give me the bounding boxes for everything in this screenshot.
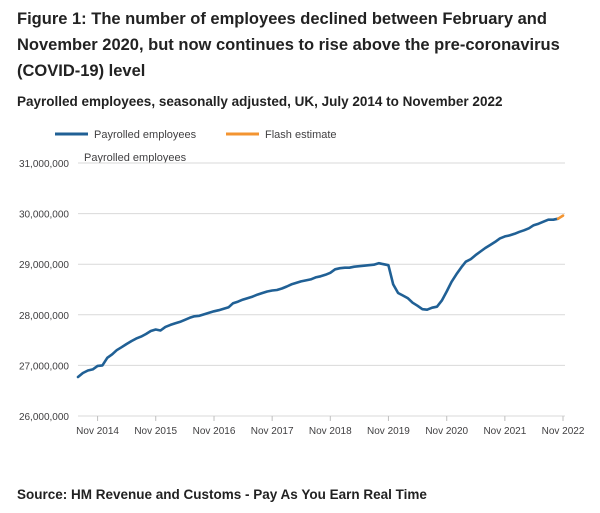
y-axis-ticks [19, 159, 69, 423]
y-tick-label: 27,000,000 [18, 361, 69, 373]
y-axis-title: Payrolled employees [84, 152, 187, 164]
x-tick-label: Nov 2014 [76, 426, 119, 437]
legend [55, 129, 337, 141]
x-tick-label: Nov 2017 [250, 426, 294, 437]
x-tick-label: Nov 2021 [483, 426, 527, 437]
legend-label-flash: Flash estimate [265, 129, 337, 141]
source-note: Source: HM Revenue and Customs - Pay As You Earn Real Time [17, 487, 427, 502]
y-tick-label: 31,000,000 [18, 159, 69, 170]
x-tick-label: Nov 2015 [134, 426, 178, 437]
x-tick-label: Nov 2022 [541, 426, 585, 437]
chart-title: Figure 1: The number of employees declined between February and November 2020, but now continues to rise above the pre-coronavirus (COVID-19) level [17, 10, 560, 80]
y-tick-label: 26,000,000 [18, 412, 69, 423]
x-tick-label: Nov 2018 [308, 426, 352, 437]
series-lines [78, 216, 563, 377]
x-tick-label: Nov 2016 [192, 426, 236, 437]
series-line-payrolled [78, 219, 558, 377]
x-tick-label: Nov 2019 [367, 426, 410, 437]
chart-subtitle: Payrolled employees, seasonally adjusted, UK, July 2014 to November 2022 [17, 94, 503, 109]
legend-label-payrolled: Payrolled employees [94, 129, 197, 141]
x-tick-label: Nov 2020 [425, 426, 469, 437]
line-chart [0, 120, 600, 450]
y-tick-label: 29,000,000 [18, 260, 69, 272]
y-tick-label: 28,000,000 [18, 310, 69, 322]
series-line-flash [558, 216, 563, 219]
gridlines [78, 163, 565, 416]
y-tick-label: 30,000,000 [18, 209, 69, 221]
x-axis-ticks [76, 416, 585, 437]
